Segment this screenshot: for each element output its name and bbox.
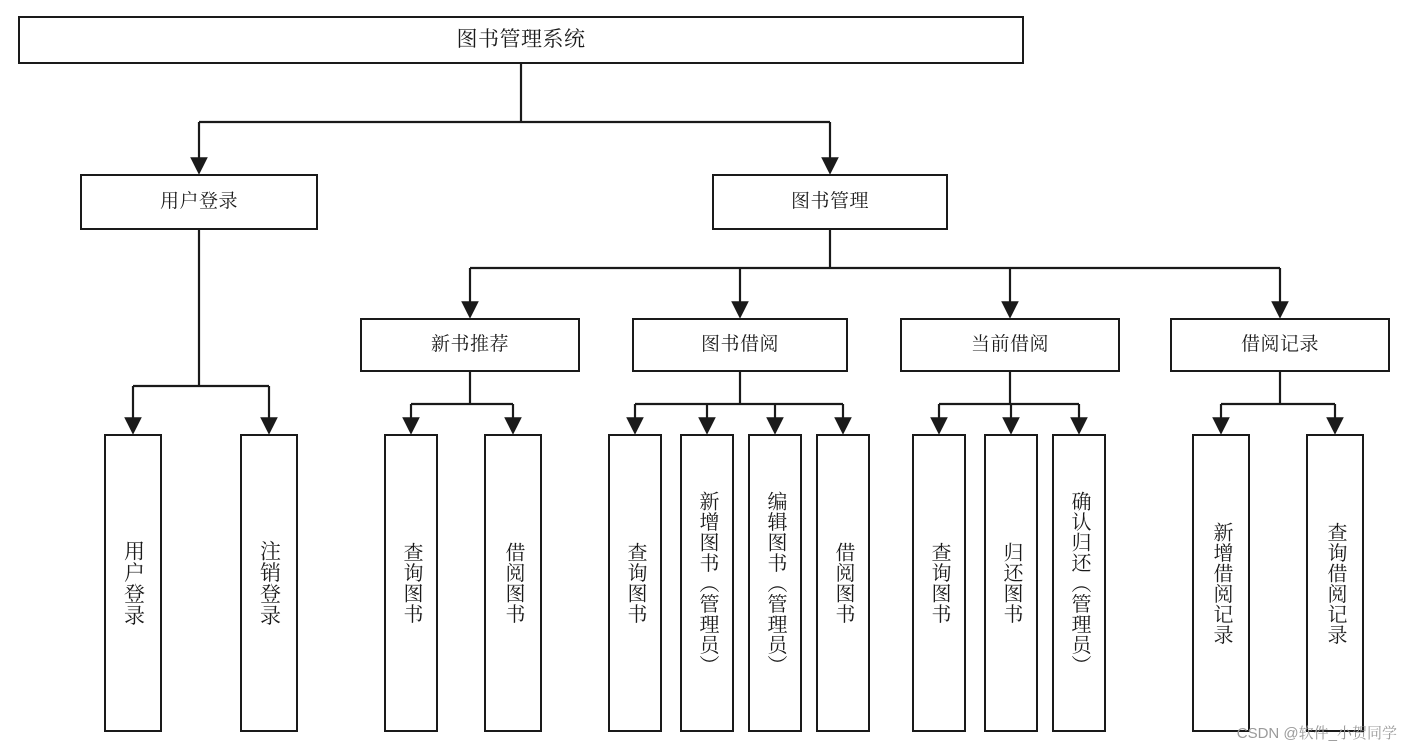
node-leaf-confirm-return-admin[interactable] bbox=[1052, 434, 1106, 732]
node-leaf-query-book-2-label: 查询图书 bbox=[624, 542, 646, 624]
node-leaf-query-book-3-label: 查询图书 bbox=[928, 542, 950, 624]
node-new-book-recommend-label: 新书推荐 bbox=[430, 334, 509, 356]
node-leaf-borrow-book-1[interactable] bbox=[484, 434, 542, 732]
node-leaf-query-book-1-label: 查询图书 bbox=[400, 542, 422, 624]
node-leaf-query-borrow-record[interactable] bbox=[1306, 434, 1364, 732]
node-book-borrow-label: 图书借阅 bbox=[700, 334, 779, 356]
node-leaf-return-book-label: 归还图书 bbox=[1000, 542, 1022, 624]
node-leaf-add-borrow-record[interactable] bbox=[1192, 434, 1250, 732]
node-leaf-confirm-return-admin-label: 确认归还（管理员） bbox=[1068, 490, 1090, 676]
node-leaf-logout-label: 注销登录 bbox=[257, 540, 281, 626]
node-leaf-query-borrow-record-label: 查询借阅记录 bbox=[1324, 521, 1346, 645]
node-book-management-label: 图书管理 bbox=[790, 191, 869, 213]
node-leaf-add-borrow-record-label: 新增借阅记录 bbox=[1210, 521, 1232, 645]
node-borrow-records-label: 借阅记录 bbox=[1240, 334, 1319, 356]
node-leaf-logout[interactable] bbox=[240, 434, 298, 732]
node-leaf-query-book-1[interactable] bbox=[384, 434, 438, 732]
watermark: CSDN @软件_小贺同学 bbox=[1236, 725, 1397, 742]
node-book-management[interactable] bbox=[712, 174, 948, 230]
node-leaf-add-book-admin-label: 新增图书（管理员） bbox=[696, 490, 718, 676]
node-current-borrow-label: 当前借阅 bbox=[970, 334, 1049, 356]
node-leaf-edit-book-admin[interactable] bbox=[748, 434, 802, 732]
node-leaf-return-book[interactable] bbox=[984, 434, 1038, 732]
node-leaf-add-book-admin[interactable] bbox=[680, 434, 734, 732]
node-book-borrow[interactable] bbox=[632, 318, 848, 372]
node-leaf-query-book-2[interactable] bbox=[608, 434, 662, 732]
node-new-book-recommend[interactable] bbox=[360, 318, 580, 372]
node-leaf-query-book-3[interactable] bbox=[912, 434, 966, 732]
node-user-login[interactable] bbox=[80, 174, 318, 230]
node-leaf-borrow-book-2-label: 借阅图书 bbox=[832, 542, 854, 624]
node-root-label: 图书管理系统 bbox=[456, 28, 586, 52]
node-root[interactable] bbox=[18, 16, 1024, 64]
node-current-borrow[interactable] bbox=[900, 318, 1120, 372]
node-user-login-label: 用户登录 bbox=[159, 191, 238, 213]
node-leaf-user-login[interactable] bbox=[104, 434, 162, 732]
node-leaf-borrow-book-1-label: 借阅图书 bbox=[502, 542, 524, 624]
node-leaf-edit-book-admin-label: 编辑图书（管理员） bbox=[764, 490, 786, 676]
node-leaf-borrow-book-2[interactable] bbox=[816, 434, 870, 732]
node-borrow-records[interactable] bbox=[1170, 318, 1390, 372]
node-leaf-user-login-label: 用户登录 bbox=[121, 540, 145, 626]
